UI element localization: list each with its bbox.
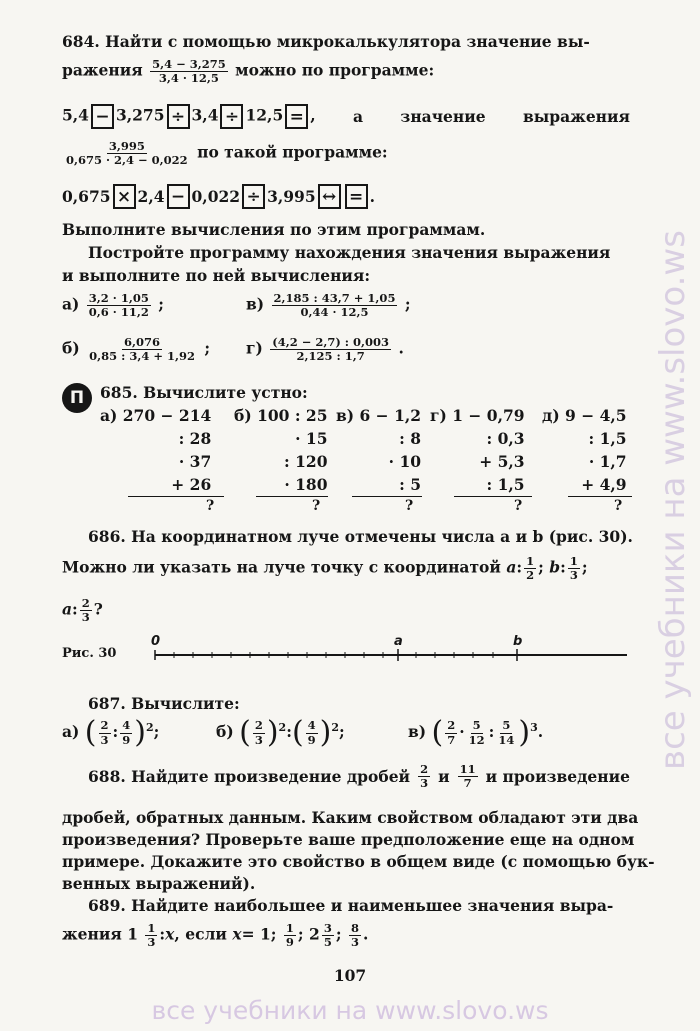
- ray-label-zero: 0: [151, 634, 161, 649]
- p684-line2: ражения $\frac{5,4 - 3,275}{3,4 \cdot 12,5}$ можно по программе:: [62, 57, 435, 86]
- ray-label-a: a: [394, 634, 403, 649]
- p684-line8: и выполните по ней вычисления:: [62, 266, 371, 285]
- p685-col-g: г) 1 − 0,79 : 0,3 + 5,3 : 1,5: [430, 406, 525, 494]
- fraction: $\frac{5,4 - 3,275}{3,4 \cdot 12,5}$: [152, 57, 226, 86]
- equals-key: =: [285, 104, 308, 129]
- p687-item-a: а) ( $\frac{2}{3}$ : $\frac{4}{9}$ )$^2$;: [62, 715, 160, 750]
- equals-key: =: [345, 184, 368, 209]
- result-line: [352, 496, 422, 497]
- result-placeholder: ?: [206, 498, 215, 514]
- ray-label-b: b: [513, 634, 523, 649]
- p688-line5: венных выражений).: [62, 874, 256, 893]
- p685-col-b: б) 100 : 25 · 15 : 120 · 180: [234, 406, 328, 494]
- fraction: $\frac{3,995}{0,675 \cdot 2,4 - 0,022}$: [66, 139, 188, 168]
- result-placeholder: ?: [405, 498, 414, 514]
- result-line: [128, 496, 224, 497]
- divide-key: ÷: [242, 184, 265, 209]
- p686-line1: 686. На координатном луче отмечены числа a и b (рис. 30).: [88, 527, 633, 546]
- p689-line1: 689. Найдите наибольшее и наименьшее значения выра-: [88, 896, 614, 915]
- p684-line1: 684. Найти с помощью микрокалькулятора значение вы-: [62, 32, 590, 51]
- p687-item-v: в) ( $\frac{2}{7}$ · $\frac{5}{12}$ : $\frac{5}{14}$ )$^3$.: [408, 715, 544, 750]
- p685-col-a: а) 270 − 214 : 28 · 37 + 26: [100, 406, 212, 494]
- result-placeholder: ?: [312, 498, 321, 514]
- p688-line1: 688. Найдите произведение дробей $\frac{2}{3}$ и $\frac{11}{7}$ и произведение: [88, 762, 630, 791]
- p687-title: 687. Вычислите:: [88, 694, 240, 713]
- p685-col-d: д) 9 − 4,5 : 1,5 · 1,7 + 4,9: [542, 406, 627, 494]
- p684-item-b: б) $\frac{6,076}{0,85 : 3,4 + 1,92}$ ;: [62, 335, 211, 364]
- p686-line2: Можно ли указать на луче точку с координатой a: $\frac{1}{2}$ ; b: $\frac{1}{3}$ ;: [62, 554, 588, 583]
- swap-key: ↔: [318, 184, 341, 209]
- p685-title: 685. Вычислите устно:: [100, 383, 308, 402]
- result-line: [568, 496, 632, 497]
- p684-line6: Выполните вычисления по этим программам.: [62, 220, 486, 239]
- result-placeholder: ?: [614, 498, 623, 514]
- p687-item-b: б) ( $\frac{2}{3}$ )$^2$:( $\frac{4}{9}$ )$^2$;: [216, 715, 345, 750]
- minus-key: −: [167, 184, 190, 209]
- oral-exercise-badge: П: [62, 383, 92, 413]
- p684-item-a: а) $\frac{3,2 \cdot 1,05}{0,6 \cdot 11,2}$ ;: [62, 291, 164, 320]
- result-line: [256, 496, 328, 497]
- p684-item-g: г) $\frac{(4,2 - 2,7) : 0,003}{2,125 : 1,7}$ .: [246, 335, 404, 364]
- coordinate-ray: [145, 634, 635, 664]
- divide-key: ÷: [220, 104, 243, 129]
- p688-line3: произведения? Проверьте ваше предположение еще на одном: [62, 830, 635, 849]
- result-line: [454, 496, 532, 497]
- p686-line3: a: $\frac{2}{3}$ ?: [62, 596, 103, 625]
- result-placeholder: ?: [514, 498, 523, 514]
- p689-line2: жения 1 $\frac{1}{3}$ :x, если x= 1; $\frac{1}{9}$ ; 2 $\frac{3}{5}$ ; $\frac{8}{3}$ .: [62, 921, 369, 950]
- watermark-vertical: все учебники на www.slovo.ws: [653, 230, 693, 770]
- p688-line2: дробей, обратных данным. Каким свойством обладают эти два: [62, 808, 639, 827]
- watermark-bottom: все учебники на www.slovo.ws: [151, 996, 549, 1025]
- page-number: 107: [333, 966, 367, 985]
- p684-line4: $\frac{3,995}{0,675 \cdot 2,4 - 0,022}$ по такой программе:: [66, 139, 388, 168]
- p684-item-v: в) $\frac{2,185 : 43,7 + 1,05}{0,44 \cdot 12,5}$ ;: [246, 291, 411, 320]
- p684-line7: Постройте программу нахождения значения выражения: [88, 243, 611, 262]
- minus-key: −: [91, 104, 114, 129]
- p688-line4: примере. Докажите это свойство в общем виде (с помощью бук-: [62, 852, 655, 871]
- p684-program1: 5,4 − 3,275 ÷ 3,4 ÷ 12,5 = , а значение выражения: [62, 104, 630, 129]
- figure-label: Рис. 30: [62, 646, 117, 661]
- p685-col-v: в) 6 − 1,2 : 8 · 10 : 5: [336, 406, 422, 494]
- divide-key: ÷: [167, 104, 190, 129]
- p684-program2: 0,675 × 2,4 − 0,022 ÷ 3,995 ↔ = .: [62, 184, 375, 209]
- multiply-key: ×: [113, 184, 136, 209]
